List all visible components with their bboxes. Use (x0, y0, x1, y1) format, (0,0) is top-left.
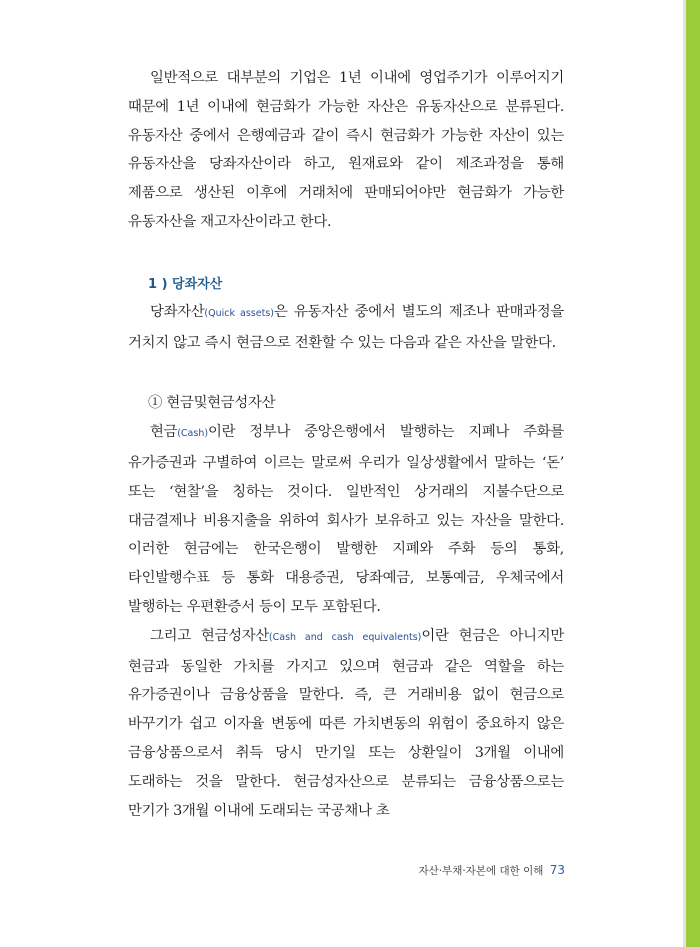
quick-assets-paragraph (128, 298, 564, 358)
intro-paragraph: 일반적으로 대부분의 기업은 1년 이내에 영업주기가 이루어지기 때문에 1년 이내에 현금화가 가능한 자산은 유동자산으로 분류된다. 유동자산 중에서 은행예금과 같이 즉시 현금화가 가능한 자산이 있는 유동자산을 당좌자산이라 하고, 원재료와 같이 제조과정을 통해 제품으로 생산된 이후에 거래처에 판매되어야만 현금화가 가능한 유동자산을 재고자산이라고 한다. (128, 70, 564, 230)
cash-text: 이란 정부나 중앙은행에서 발행하는 지폐나 주화를 유가증권과 구별하여 이르는 말로써 우리가 일상생활에서 말하는 ‘돈’ 또는 ‘현찰’을 칭하는 것이다. 일반적인 상거래의 지불수단으로 대금결제나 비용지출을 위하여 회사가 보유하고 있는 자산을 말한다. 이러한 현금에는 한국은행이 발행한 지폐와 주화 등의 통화, 타인발행수표 등 통화 대용증권, 당좌예금, 보통예금, 우체국에서 발행하는 우편환증서 등이 모두 포함된다. (128, 424, 564, 615)
cash-equivalents-paragraph (128, 622, 564, 826)
quick-assets-term: 당좌자산 (150, 303, 205, 320)
cash-equivalents-term-en: (Cash and cash equivalents) (268, 631, 422, 643)
cash-equivalents-lead: 그리고 현금성자산 (150, 627, 269, 644)
running-title: 자산·부채·자본에 대한 이해 (418, 865, 544, 877)
green-side-bar (686, 0, 700, 947)
cash-term-en: (Cash) (177, 428, 209, 440)
cash-equivalents-text: 이란 현금은 아니지만 현금과 동일한 가치를 가지고 있으며 현금과 같은 역할을 하는 유가증권이나 금융상품을 말한다. 즉, 큰 거래비용 없이 현금으로 바꾸기가 쉽고 이자율 변동에 따른 가치변동의 위험이 중요하지 않은 금융상품으로서 취득 당시 만기일 또는 상환일이 3개월 이내에 도래하는 것을 말한다. 현금성자산으로 분류되는 금융상품으로는 만기가 3개월 이내에 도래되는 국공채나 초 (128, 627, 564, 819)
page-content (128, 64, 564, 825)
page-footer (418, 863, 565, 878)
quick-assets-term-en: (Quick assets) (204, 307, 274, 319)
page-number: 73 (549, 863, 565, 877)
cash-term: 현금 (150, 424, 178, 441)
section-heading-quick-assets: 1 ) 당좌자산 (148, 276, 223, 292)
subsection-heading-cash: ① 현금및현금성자산 (148, 395, 276, 412)
quick-assets-text: 은 유동자산 중에서 별도의 제조나 판매과정을 거치지 않고 즉시 현금으로 전환할 수 있는 다음과 같은 자산을 말한다. (128, 303, 564, 351)
cash-paragraph (128, 418, 564, 622)
